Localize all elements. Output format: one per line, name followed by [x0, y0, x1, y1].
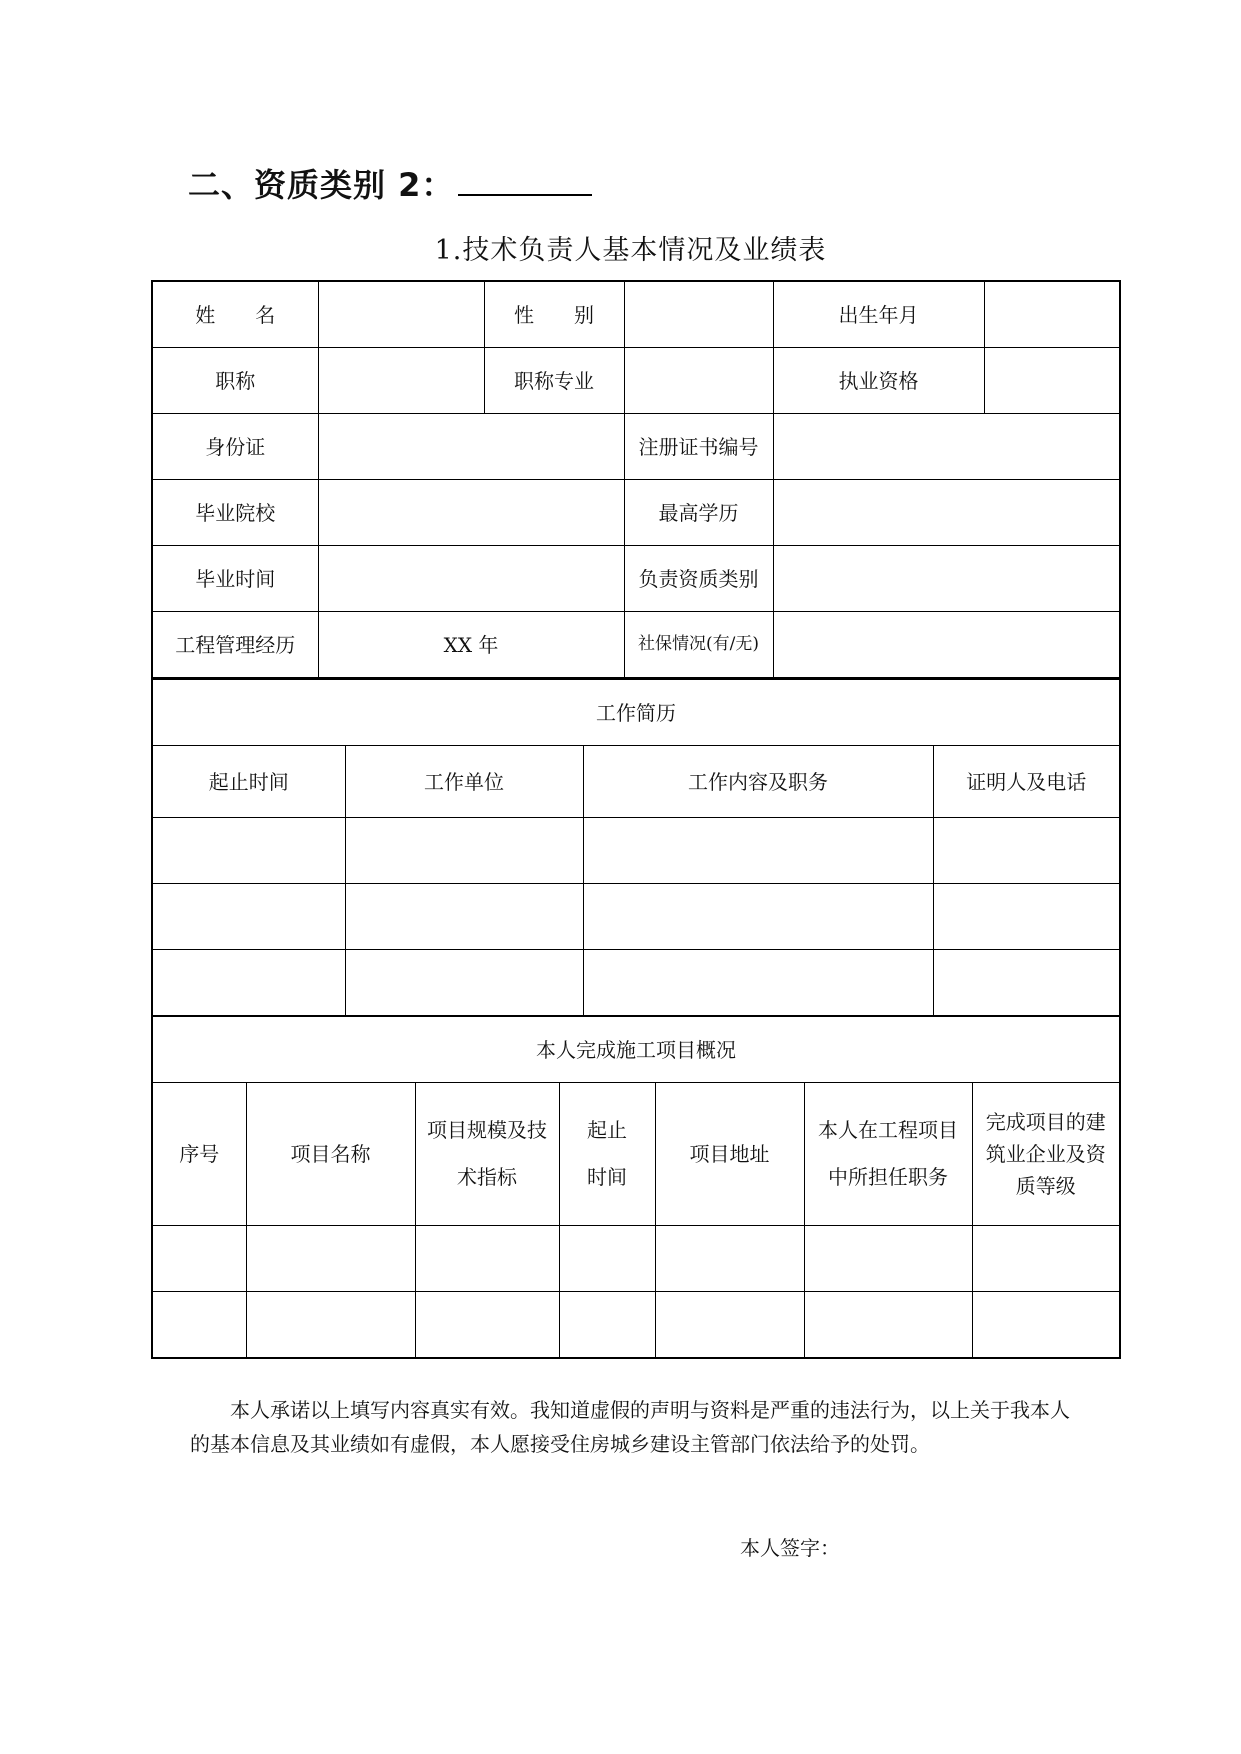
project-cell[interactable]: [972, 1226, 1120, 1292]
pledge-statement: 本人承诺以上填写内容真实有效。我知道虚假的声明与资料是严重的违法行为，以上关于我本人的基本信息及其业绩如有虚假，本人愿接受住房城乡建设主管部门依法给予的处罚。: [190, 1398, 1070, 1456]
work-col-employer: 工作单位: [345, 746, 583, 818]
table-row: [152, 480, 1120, 546]
title-major-label: 职称专业: [484, 348, 624, 414]
qual-type-field[interactable]: [773, 546, 1120, 612]
project-cell[interactable]: [972, 1292, 1120, 1359]
projects-col-scale: [415, 1083, 559, 1226]
projects-col-role-line1: 本人在工程项目: [818, 1118, 958, 1142]
table-row: [152, 679, 1120, 746]
cert-no-label: 注册证书编号: [624, 414, 773, 480]
title-field[interactable]: [318, 348, 484, 414]
section-heading: [188, 160, 592, 206]
projects-col-role: [804, 1083, 972, 1226]
work-cell[interactable]: [583, 950, 933, 1017]
title-label: 职称: [152, 348, 318, 414]
projects-col-scale-line1: 项目规模及技: [427, 1118, 547, 1142]
projects-col-address: 项目地址: [655, 1083, 804, 1226]
projects-table: [151, 1015, 1121, 1359]
project-cell[interactable]: [246, 1292, 415, 1359]
project-cell[interactable]: [415, 1292, 559, 1359]
projects-section-title: 本人完成施工项目概况: [152, 1016, 1120, 1083]
basic-info-table: [151, 280, 1121, 679]
work-cell[interactable]: [583, 884, 933, 950]
table-row: [152, 1083, 1120, 1226]
practice-label: 执业资格: [773, 348, 984, 414]
work-col-period: 起止时间: [152, 746, 345, 818]
signature-label: 本人签字：: [740, 1536, 840, 1560]
project-cell[interactable]: [804, 1226, 972, 1292]
work-col-duties: 工作内容及职务: [583, 746, 933, 818]
projects-col-time-line1: 起止: [587, 1118, 627, 1142]
insurance-label: 社保情况(有/无): [624, 612, 773, 679]
table-row: [152, 1016, 1120, 1083]
table-row: [152, 746, 1120, 818]
projects-col-role-line2: 中所担任职务: [828, 1165, 948, 1189]
table-row: [152, 950, 1120, 1017]
project-cell[interactable]: [655, 1226, 804, 1292]
table-row: [152, 546, 1120, 612]
qualification-type-blank[interactable]: [458, 164, 592, 196]
grad-time-field[interactable]: [318, 546, 624, 612]
projects-col-company: [972, 1083, 1120, 1226]
project-cell[interactable]: [655, 1292, 804, 1359]
form-title-text: 1.技术负责人基本情况及业绩表: [434, 235, 827, 266]
projects-col-company-line3: 质等级: [1015, 1174, 1076, 1198]
school-label: 毕业院校: [152, 480, 318, 546]
work-cell[interactable]: [933, 884, 1120, 950]
section-heading-text: 二、资质类别 2：: [188, 166, 455, 204]
gender-field[interactable]: [624, 281, 773, 348]
work-cell[interactable]: [345, 884, 583, 950]
table-row: [152, 1226, 1120, 1292]
id-label: 身份证: [152, 414, 318, 480]
projects-col-scale-line2: 术指标: [457, 1165, 517, 1189]
projects-col-time: [559, 1083, 655, 1226]
table-row: [152, 818, 1120, 884]
education-label: 最高学历: [624, 480, 773, 546]
work-cell[interactable]: [152, 884, 345, 950]
insurance-field[interactable]: [773, 612, 1120, 679]
birth-label: 出生年月: [773, 281, 984, 348]
birth-field[interactable]: [984, 281, 1120, 348]
table-row: [152, 281, 1120, 348]
project-cell[interactable]: [804, 1292, 972, 1359]
table-row: [152, 348, 1120, 414]
work-cell[interactable]: [345, 818, 583, 884]
title-major-field[interactable]: [624, 348, 773, 414]
cert-no-field[interactable]: [773, 414, 1120, 480]
work-cell[interactable]: [152, 818, 345, 884]
experience-label: 工程管理经历: [152, 612, 318, 679]
projects-col-company-line1: 完成项目的建: [985, 1110, 1106, 1134]
name-field[interactable]: [318, 281, 484, 348]
work-cell[interactable]: [152, 950, 345, 1017]
work-cell[interactable]: [583, 818, 933, 884]
grad-time-label: 毕业时间: [152, 546, 318, 612]
work-cell[interactable]: [345, 950, 583, 1017]
practice-field[interactable]: [984, 348, 1120, 414]
experience-field[interactable]: XX 年: [318, 612, 624, 679]
project-cell[interactable]: [246, 1226, 415, 1292]
id-field[interactable]: [318, 414, 624, 480]
table-row: [152, 884, 1120, 950]
project-cell[interactable]: [559, 1292, 655, 1359]
school-field[interactable]: [318, 480, 624, 546]
projects-col-name: 项目名称: [246, 1083, 415, 1226]
table-row: [152, 1292, 1120, 1359]
projects-col-seq: 序号: [152, 1083, 246, 1226]
qual-type-label: 负责资质类别: [624, 546, 773, 612]
work-col-reference: 证明人及电话: [933, 746, 1120, 818]
work-cell[interactable]: [933, 950, 1120, 1017]
project-cell[interactable]: [152, 1292, 246, 1359]
work-cell[interactable]: [933, 818, 1120, 884]
work-section-title: 工作简历: [152, 679, 1120, 746]
work-history-table: [151, 678, 1121, 1017]
project-cell[interactable]: [415, 1226, 559, 1292]
gender-label: 性 别: [484, 281, 624, 348]
project-cell[interactable]: [559, 1226, 655, 1292]
projects-col-company-line2: 筑业企业及资: [985, 1142, 1106, 1166]
education-field[interactable]: [773, 480, 1120, 546]
form-title: [0, 228, 1241, 267]
projects-col-time-line2: 时间: [587, 1165, 627, 1189]
table-row: [152, 612, 1120, 679]
table-row: [152, 414, 1120, 480]
name-label: 姓 名: [152, 281, 318, 348]
project-cell[interactable]: [152, 1226, 246, 1292]
